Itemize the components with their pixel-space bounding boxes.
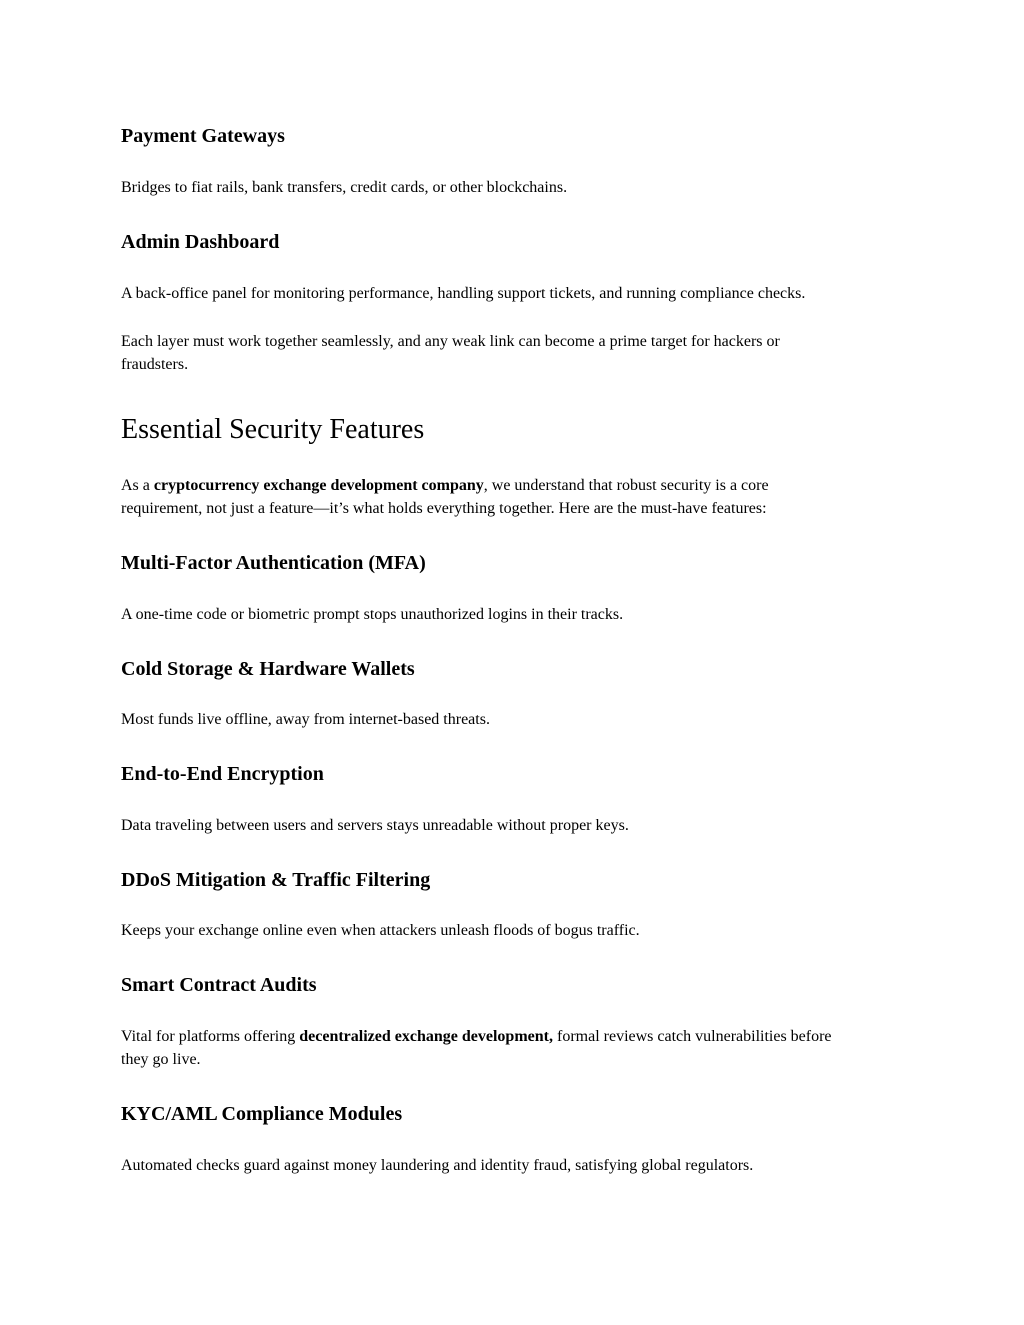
- paragraph-security-intro-line1: [121, 474, 769, 497]
- paragraph-layers-note-line1: Each layer must work together seamlessly, and any weak link can become a prime target for hackers or: [121, 333, 780, 350]
- audits-suffix: formal reviews catch vulnerabilities before: [552, 1028, 832, 1045]
- heading-cold-storage: Cold Storage & Hardware Wallets: [121, 658, 415, 680]
- paragraph-e2e-encryption: Data traveling between users and servers stays unreadable without proper keys.: [121, 817, 629, 834]
- heading-smart-contract-audits: Smart Contract Audits: [121, 974, 317, 996]
- heading-payment-gateways: Payment Gateways: [121, 125, 285, 147]
- paragraph-payment-gateways: Bridges to fiat rails, bank transfers, credit cards, or other blockchains.: [121, 179, 568, 196]
- heading-mfa: Multi‑Factor Authentication (MFA): [121, 552, 426, 574]
- heading-ddos: DDoS Mitigation & Traffic Filtering: [121, 869, 431, 891]
- paragraph-ddos: Keeps your exchange online even when attackers unleash floods of bogus traffic.: [121, 922, 640, 939]
- heading-admin-dashboard: Admin Dashboard: [121, 231, 280, 253]
- paragraph-admin-dashboard: A back‑office panel for monitoring performance, handling support tickets, and running compliance checks.: [121, 285, 806, 302]
- audits-prefix: Vital for platforms offering: [121, 1028, 300, 1045]
- intro-bold-company: cryptocurrency exchange development company: [153, 477, 484, 494]
- paragraph-layers-note-line2: fraudsters.: [121, 356, 189, 373]
- paragraph-cold-storage: Most funds live offline, away from internet‑based threats.: [121, 711, 490, 728]
- paragraph-kyc-aml: Automated checks guard against money laundering and identity fraud, satisfying global regulators.: [121, 1157, 754, 1174]
- intro-prefix: As a: [121, 477, 154, 494]
- heading-essential-security-features: Essential Security Features: [121, 414, 425, 445]
- paragraph-security-intro-line2: requirement, not just a feature—it’s what holds everything together. Here are the must‑have features:: [121, 500, 767, 517]
- paragraph-audits-line2: they go live.: [121, 1051, 201, 1068]
- heading-e2e-encryption: End‑to‑End Encryption: [121, 763, 324, 785]
- intro-suffix: , we understand that robust security is a core: [483, 477, 769, 494]
- audits-bold-dex: decentralized exchange development,: [299, 1028, 553, 1045]
- paragraph-mfa: A one‑time code or biometric prompt stops unauthorized logins in their tracks.: [121, 606, 624, 623]
- heading-kyc-aml: KYC/AML Compliance Modules: [121, 1103, 403, 1125]
- paragraph-audits-line1: [121, 1025, 832, 1048]
